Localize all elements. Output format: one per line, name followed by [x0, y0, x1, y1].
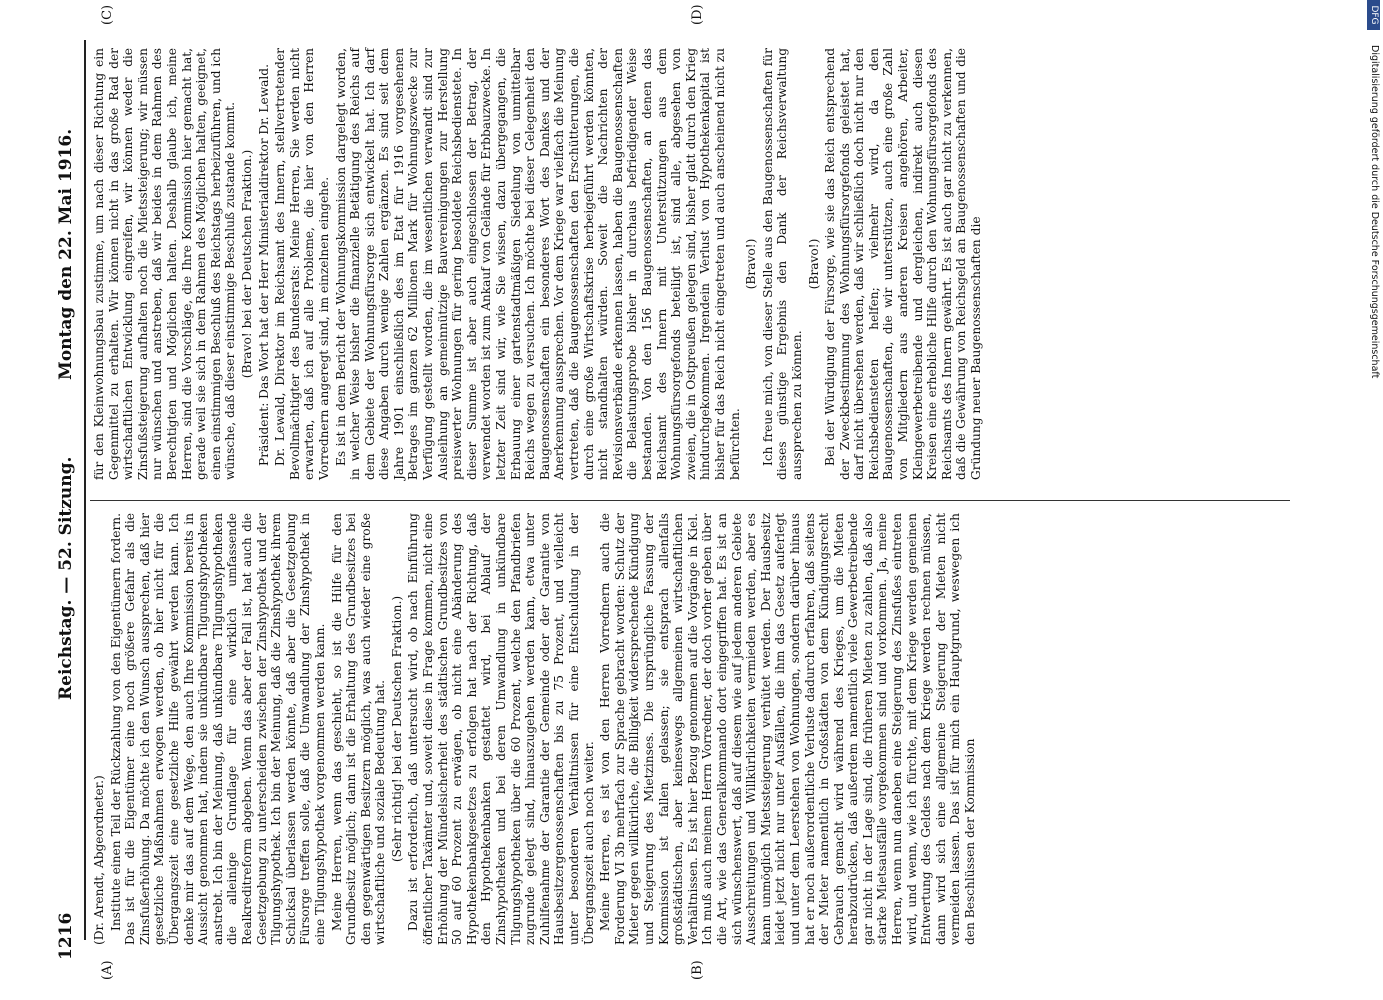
credit-text: Digitalisierung gefördert durch die Deutsche Forschungsgemeinschaft	[1369, 45, 1380, 379]
paragraph: Ich freue mich, von dieser Stelle aus den Baugenossenschaften für dieses günstige Ergebnis den Dank der Reichsverwaltung aussprechen zu können.	[760, 48, 804, 480]
paragraph: Dazu ist erforderlich, daß untersucht wird, ob nach Einführung öffentlicher Taxämter und, soweit diese in Frage kommen, nicht eine Erhöhung der Mündelsicherheit des städtischen Grundbesitzes von 50 auf 60 Prozent zu erwägen, ob nicht eine Abänderung des Hypothekenbankgesetzes zu erfolgen hat nach der Richtung, daß den Hypothekenbanken gestattet wird, bei Ablauf der Zinshypotheken und bei deren Umwandlung in unkündbare Tilgungshypotheken über die 60 Prozent, welche den Pfandbriefen zugrunde gelegt sind, hinauszugehen werden kann, etwa unter Zuhilfenahme der Garantie der Gemeinde oder der Garantie von Hausbesitzergenossenschaften bis zu 75 Prozent, und vielleicht unter besonderen Verhältnissen für eine Entschuldung in der Übergangszeit auch noch weiter.	[406, 513, 596, 945]
paragraph: Institute einen Teil der Rückzahlung von den Eigentümern fordern. Das ist für die Eigentümer eine noch größere Gefahr als die Zinsfußerhöhung. Da möchte ich den Wunsch aussprechen, daß hier gesetzliche Maßnahmen erwogen werden, ob hier nicht für die Übergangszeit eine gesetzliche Hilfe gewährt werden kann. Ich denke mir das auf dem Wege, den auch Ihre Kommission bereits in Aussicht genommen hat, indem sie unkündbare Tilgungshypotheken anstrebt. Ich bin der Meinung, daß unkündbare Tilgungshypotheken die alleinige Grundlage für eine wirklich umfassende Realkreditreform abgeben. Wenn das aber der Fall ist, hat auch die Gesetzgebung zu unterscheiden zwischen der Zinshypothek und der Tilgungshypothek. Ich bin der Meinung, daß die Zinshypothek ihrem Schicksal überlassen werden könnte, daß aber die Gesetzgebung Fürsorge treffen solle, daß die Umwandlung der Zinshypothek in eine Tilgungshypothek vorgenommen werden kann.	[108, 513, 327, 945]
paragraph: Es ist in dem Bericht der Wohnungskommission dargelegt worden, in welcher Weise bisher die finanzielle Betätigung des Reichs auf dem Gebiete der Wohnungsfürsorge sich entwickelt hat. Ich darf diese Angaben durch wenige Zahlen ergänzen. Es sind seit dem Jahre 1901 einschließlich des im Etat für 1916 vorgesehenen Betrages im ganzen 62 Millionen Mark für Wohnungszwecke zur Verfügung gestellt worden, die im wesentlichen verwandt sind zur Ausleihung an gemeinnützige Bauvereinigungen zur Herstellung preiswerter Wohnungen für gering besoldete Reichsbedienstete. In dieser Summe ist aber auch eingeschlossen der Betrag, der verwendet worden ist zum Ankauf von Gelände für Erbbauzwecke. In letzter Zeit sind wir, wie Sie wissen, dazu übergegangen, die Erbauung einer gartenstadtmäßigen Siedelung von unmittelbar Reichs wegen zu versuchen. Ich möchte bei dieser Gelegenheit den Baugenossenschaften ein besonderes Wort des Dankes und der Anerkennung aussprechen. Vor dem Kriege war vielfach die Meinung vertreten, daß die Baugenossenschaften den Erschütterungen, die durch eine große Wirtschaftskrise herbeigeführt werden könnten, nicht standhalten würden. Soweit die Nachrichten der Revisionsverbände erkennen lassen, haben die Baugenossenschaften die Belastungsprobe bisher in durchaus befriedigender Weise bestanden. Von den 156 Baugenossenschaften, an denen das Reichsamt des Innern mit Unterstützungen aus dem Wohnungsfürsorgefonds beteiligt ist, sind alle, abgesehen von zweien, die in Ostpreußen gelegen sind, bisher glatt durch den Krieg hindurchgekommen. Irgendein Verlust von Hypothekenkapital ist bisher für das Reich nicht eingetreten und auch anscheinend nicht zu befürchten.	[333, 48, 742, 480]
column-divider	[90, 500, 1290, 501]
interjection: (Sehr richtig! bei der Deutschen Fraktion.)	[389, 595, 404, 863]
paragraph: Präsident: Das Wort hat der Herr Ministerialdirektor Dr. Lewald.	[256, 64, 271, 466]
speaker-line: (Dr. Arendt, Abgeordneter.)	[92, 775, 106, 945]
margin-letter-c: (C)	[100, 4, 115, 25]
paragraph: Meine Herren, es ist von den Herren Vorrednern auch die Forderung VI 3b mehrfach zur Sprache gebracht worden: Schutz der Mieter gegen willkürliche, die Billigkeit widersprechende Kündigung und Steigerung des Mietzinses. Die ursprüngliche Fassung der Kommission ist fallen gelassen; sie entsprach allenfalls großstädtischen, aber keineswegs allgemeinen wirtschaftlichen Verhältnissen. Es ist hier Bezug genommen auf die Vorgänge in Kiel. Ich muß auch meinem Herrn Vorredner, der doch vorher geben über die Art, wie das Generalkommando dort eingegriffen hat. Es ist an sich wünschenswert, daß auf diesem wie auf jedem anderen Gebiete Ausschreitungen und Willkürlichkeiten vermieden werden, aber es kann unmöglich Mietssteigerung verhütet werden. Der Hausbesitz leidet jetzt nicht nur unter Ausfällen, die ihm das Gesetz auferlegt und unter dem Leerstehen von Wohnungen, sondern darüber hinaus hat er noch außerordentliche Verluste dadurch erfahren, daß seitens der Mieter namentlich in Großstädten von dem Kündigungsrecht Gebrauch gemacht wird während des Krieges, um die Mieten herabzudrücken, daß außerdem namentlich viele Gewerbetreibende gar nicht in der Lage sind, die früheren Mieten zu zahlen, daß also starke Mietsausfälle vorgekommen sind und vorkommen. Ja, meine Herren, wenn nun daneben eine Steigerung des Zinsfußes eintreten wird, und wenn, wie ich fürchte, mit dem Kriege werden gemeinen Entwertung des Geldes nach dem Kriege werden rechnen müssen, dann wird sich eine allgemeine Steigerung der Mieten nicht vermeiden lassen. Das ist für mich ein Hauptgrund, weswegen ich den Beschlüssen der Kommission	[598, 513, 978, 945]
interjection: (Bravo!)	[744, 238, 759, 290]
interjection: (Bravo!)	[806, 238, 821, 290]
page-header	[56, 30, 84, 960]
margin-letter-b: (B)	[690, 960, 705, 980]
right-column	[92, 48, 1292, 480]
left-column	[92, 513, 1292, 945]
paragraph: für den Kleinwohnungsbau zustimme, um nach dieser Richtung ein Gegenmittel zu erhalten. Wir können nicht in das große Rad der wirtschaftlichen Entwicklung eingreifen, wir können weder die Zinsfußsteigerung aufhalten noch die Mietssteigerung; wir müssen nur wünschen und anstreben, daß wir beides in dem Rahmen des Berechtigten und Möglichen halten. Deshalb glaube ich, meine Herren, sind die Vorschläge, die Ihre Kommission hier gemacht hat, gerade weil sie sich in dem Rahmen des Möglichen halten, geeignet, einen einstimmigen Beschluß des Reichstags herbeizuführen, und ich wünsche, daß dieser einstimmige Beschluß zustande kommt.	[92, 48, 238, 480]
paragraph: Meine Herren, wenn das geschieht, so ist die Hilfe für den Grundbesitz möglich; dann ist die Erhaltung des Grundbesitzes bei den gegenwärtigen Besitzern möglich, was auch wieder eine große wirtschaftliche und soziale Bedeutung hat.	[329, 513, 388, 945]
margin-letter-a: (A)	[100, 960, 115, 980]
header-rule	[84, 40, 86, 940]
page-number: 1216	[56, 912, 76, 960]
date-title: Montag den 22. Mai 1916.	[56, 128, 76, 380]
session-title: Reichstag. — 52. Sitzung.	[56, 456, 76, 700]
paragraph: Dr. Lewald, Direktor im Reichsamt des Innern, stellvertretender Bevollmächtigter des Bundesrats: Meine Herren, Sie werden nicht erwarten, daß ich auf alle Probleme, die hier von den Herren Vorrednern angeregt sind, im einzelnen eingehe.	[273, 48, 331, 480]
dfg-logo: DFG	[1367, 0, 1380, 30]
margin-letter-d: (D)	[690, 4, 705, 25]
paragraph: Bei der Würdigung der Fürsorge, wie sie das Reich entsprechend der Zweckbestimmung des Wohnungsfürsorgefonds geleistet hat, darf nicht übersehen werden, daß wir schließlich doch nicht nur den Reichsbediensteten helfen; vielmehr wird, da den Baugenossenschaften, die wir unterstützen, auch eine große Zahl von Mitgliedern aus anderen Kreisen angehören, Arbeiter, Kleingewerbetreibende und dergleichen, indirekt auch diesen Kreisen eine erhebliche Hilfe durch den Wohnungsfürsorgefonds des Reichsamts des Innern gewährt. Es ist auch gar nicht zu verkennen, daß die Gewährung von Reichsgeld an Baugenossenschaften und die Gründung neuer Baugenossenschaften die	[823, 48, 984, 480]
digitization-credit	[1366, 0, 1380, 1000]
interjection: (Bravo! bei der Deutschen Fraktion.)	[239, 149, 254, 379]
